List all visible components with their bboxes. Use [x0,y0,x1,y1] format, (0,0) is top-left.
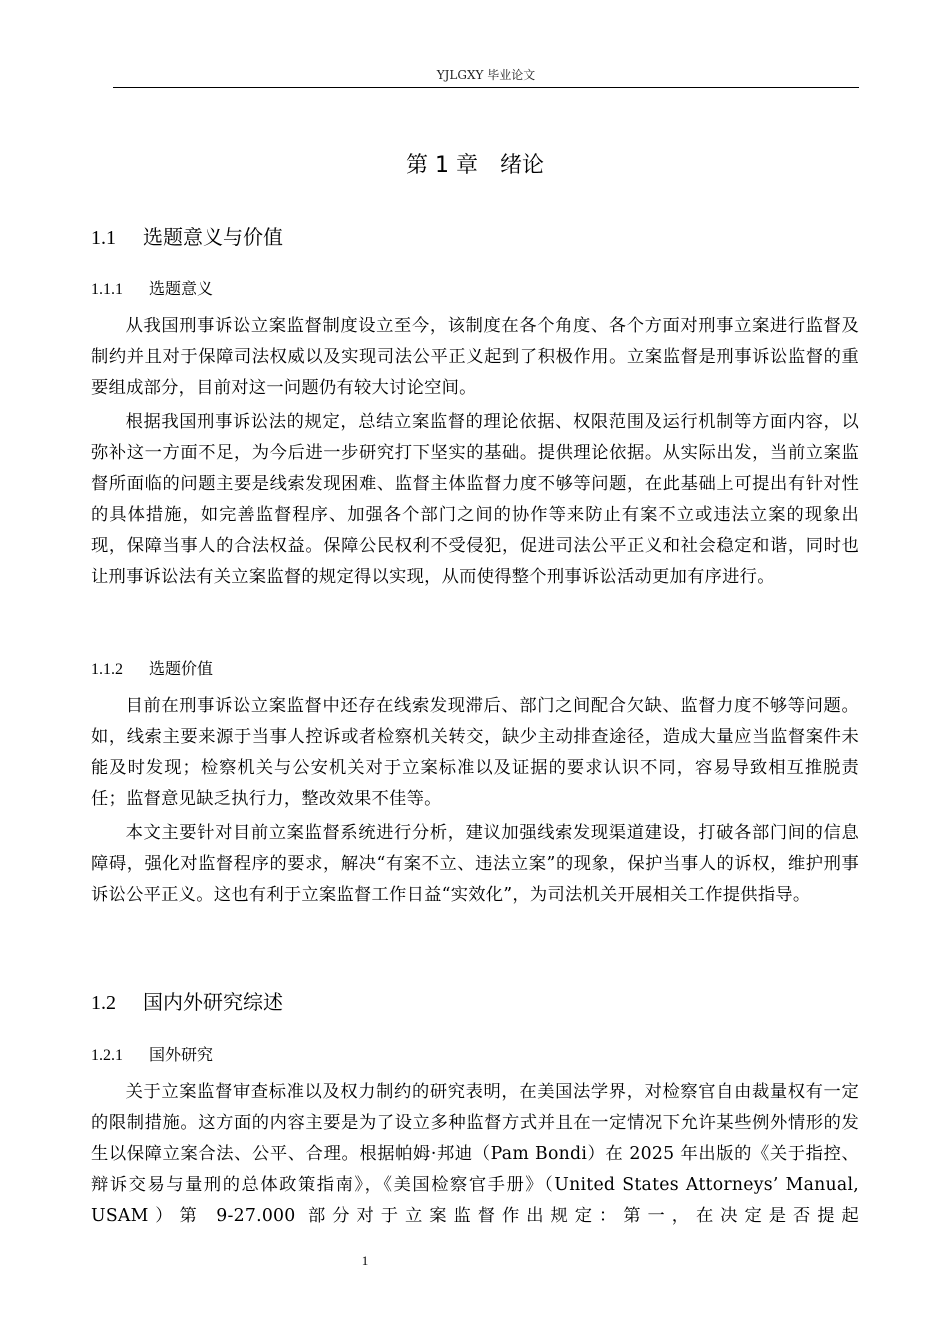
section-title: 选题意义与价值 [143,225,283,249]
running-header: YJLGXY 毕业论文 [436,68,536,82]
subsection-number: 1.2.1 [91,1047,123,1064]
section-number: 1.1 [91,227,116,249]
body-paragraph: 根据我国刑事诉讼法的规定，总结立案监督的理论依据、权限范围及运行机制等方面内容，以弥补这一方面不足，为今后进一步研究打下坚实的基础。提供理论依据。从实际出发，当前立案监督所面临的问题主要是线索发现困难、监督主体监督力度不够等问题，在此基础上可提出有针对性的具体措施，如完善监督程序、加强各个部门之间的协作等来防止有案不立或违法立案的现象出现，保障当事人的合法权益。保障公民权利不受侵犯，促进司法公平正义和社会稳定和谐，同时也让刑事诉讼法有关立案监督的规定得以实现，从而使得整个刑事诉讼活动更加有序进行。 [91,412,859,587]
subsection-number: 1.1.2 [91,661,123,678]
body-paragraph: 本文主要针对目前立案监督系统进行分析，建议加强线索发现渠道建设，打破各部门间的信息障碍，强化对监督程序的要求，解决“有案不立、违法立案”的现象，保护当事人的诉权，维护刑事诉讼公平正义。这也有利于立案监督工作日益“实效化”，为司法机关开展相关工作提供指导。 [91,823,859,905]
section-heading-1-2 [91,986,283,1015]
chapter-title: 第 1 章 绪论 [406,153,544,178]
subsection-heading-1-2-1 [91,1042,213,1065]
header-divider [113,87,859,88]
subsection-heading-1-1-1 [91,276,213,299]
body-paragraph: 关于立案监督审查标准以及权力制约的研究表明，在美国法学界，对检察官自由裁量权有一定的限制措施。这方面的内容主要是为了设立多种监督方式并且在一定情况下允许某些例外情形的发生以保障立案合法、公平、合理。根据帕姆·邦迪（Pam Bondi）在 2025 年出版的《关于指控、辩诉交易与量刑的总体政策指南》，《美国检察官手册》（United States Attorneys’ Manual, USAM）第 9-27.000 部分对于立案监督作出规定：第一，在决定是否提起 [91,1082,859,1226]
body-paragraph: 从我国刑事诉讼立案监督制度设立至今，该制度在各个角度、各个方面对刑事立案进行监督及制约并且对于保障司法权威以及实现司法公平正义起到了积极作用。立案监督是刑事诉讼监督的重要组成部分，目前对这一问题仍有较大讨论空间。 [91,316,859,398]
subsection-number: 1.1.1 [91,281,123,298]
body-paragraph: 目前在刑事诉讼立案监督中还存在线索发现滞后、部门之间配合欠缺、监督力度不够等问题。如，线索主要来源于当事人控诉或者检察机关转交，缺少主动排查途径，造成大量应当监督案件未能及时发现；检察机关与公安机关对于立案标准以及证据的要求认识不同，容易导致相互推脱责任；监督意见缺乏执行力，整改效果不佳等。 [91,696,859,809]
subsection-title: 选题价值 [149,659,214,678]
subsection-title: 选题意义 [149,279,214,298]
page-number: 1 [361,1253,369,1268]
subsection-heading-1-1-2 [91,656,213,679]
section-heading-1-1 [91,221,283,250]
subsection-title: 国外研究 [149,1045,214,1064]
section-number: 1.2 [91,992,116,1014]
section-title: 国内外研究综述 [143,990,283,1014]
